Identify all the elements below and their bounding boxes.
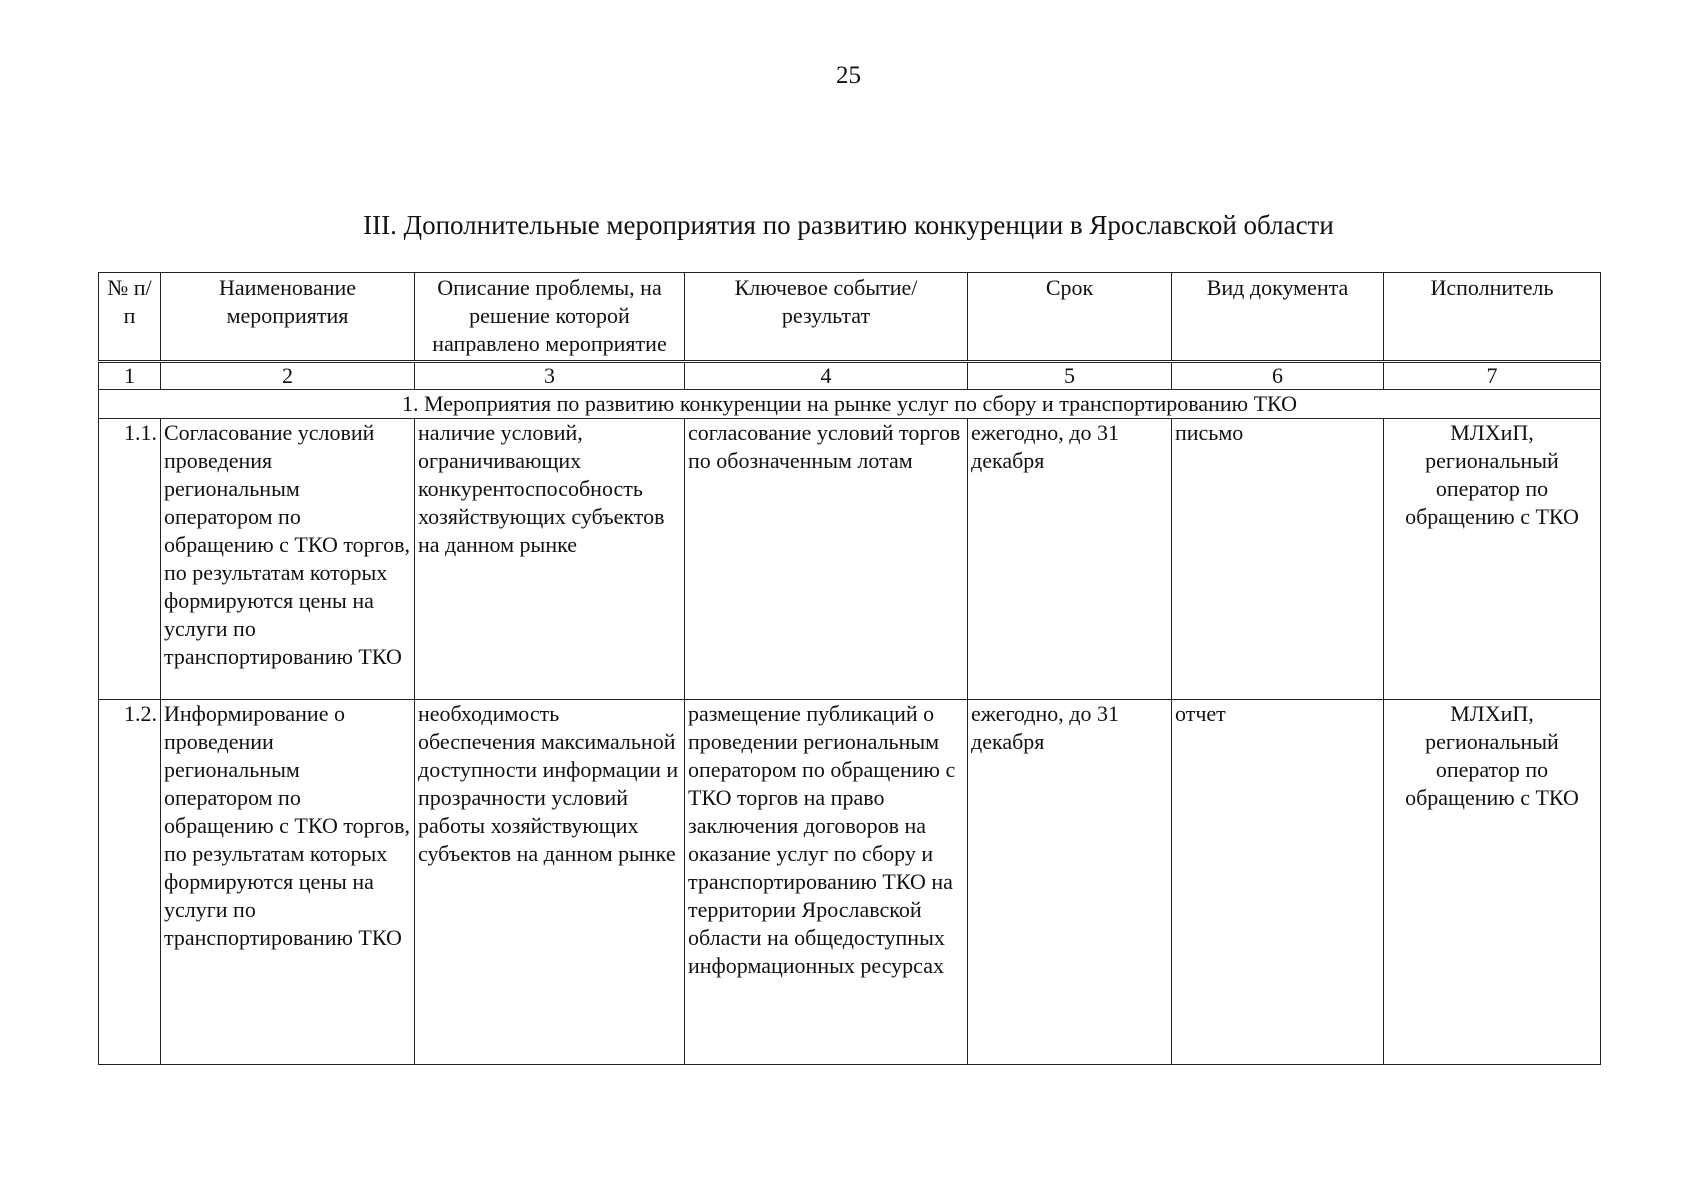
- measures-table: [98, 272, 1601, 1065]
- header-cell-number: № п/п: [99, 273, 161, 362]
- header-cell-document: Вид документа: [1172, 273, 1384, 362]
- column-number-cell: 1: [99, 362, 161, 390]
- page-number: 25: [836, 62, 861, 89]
- row-number-cell: 1.1.: [99, 419, 161, 700]
- header-cell-name: Наименование мероприятия: [161, 273, 415, 362]
- deadline-cell: ежегодно, до 31 декабря: [968, 419, 1172, 700]
- section-heading-row: [99, 390, 1601, 419]
- header-cell-result: Ключевое событие/ результат: [685, 273, 968, 362]
- header-cell-deadline: Срок: [968, 273, 1172, 362]
- section-heading-cell: 1. Мероприятия по развитию конкуренции на рынке услуг по сбору и транспортированию ТКО: [99, 390, 1601, 419]
- table-row: [99, 419, 1601, 700]
- measure-name-cell: Информирование о проведении региональным оператором по обращению с ТКО торгов, по результатам которых формируются цены на услуги по транспортированию ТКО: [161, 700, 415, 1065]
- column-number-cell: 6: [1172, 362, 1384, 390]
- document-type-cell: письмо: [1172, 419, 1384, 700]
- executor-cell: МЛХиП, региональный оператор по обращению с ТКО: [1384, 700, 1601, 1065]
- column-number-cell: 7: [1384, 362, 1601, 390]
- measure-name-cell: Согласование условий проведения региональным оператором по обращению с ТКО торгов, по результатам которых формируются цены на услуги по транспортированию ТКО: [161, 419, 415, 700]
- table-header-row: [99, 273, 1601, 362]
- column-number-cell: 4: [685, 362, 968, 390]
- header-cell-problem: Описание проблемы, на решение которой направлено мероприятие: [415, 273, 685, 362]
- document-type-cell: отчет: [1172, 700, 1384, 1065]
- deadline-cell: ежегодно, до 31 декабря: [968, 700, 1172, 1065]
- column-number-cell: 5: [968, 362, 1172, 390]
- column-number-cell: 3: [415, 362, 685, 390]
- column-number-row: [99, 362, 1601, 390]
- key-result-cell: размещение публикаций о проведении региональным оператором по обращению с ТКО торгов на право заключения договоров на оказание услуг по сбору и транспортированию ТКО на территории Ярославской области на общедоступных информационных ресурсах: [685, 700, 968, 1065]
- executor-cell: МЛХиП, региональный оператор по обращению с ТКО: [1384, 419, 1601, 700]
- key-result-cell: согласование условий торгов по обозначенным лотам: [685, 419, 968, 700]
- column-number-cell: 2: [161, 362, 415, 390]
- row-number-cell: 1.2.: [99, 700, 161, 1065]
- table-row: [99, 700, 1601, 1065]
- problem-description-cell: необходимость обеспечения максимальной доступности информации и прозрачности условий работы хозяйствующих субъектов на данном рынке: [415, 700, 685, 1065]
- header-cell-executor: Исполнитель: [1384, 273, 1601, 362]
- section-title: III. Дополнительные мероприятия по развитию конкуренции в Ярославской области: [363, 210, 1334, 240]
- problem-description-cell: наличие условий, ограничивающих конкурентоспособность хозяйствующих субъектов на данном рынке: [415, 419, 685, 700]
